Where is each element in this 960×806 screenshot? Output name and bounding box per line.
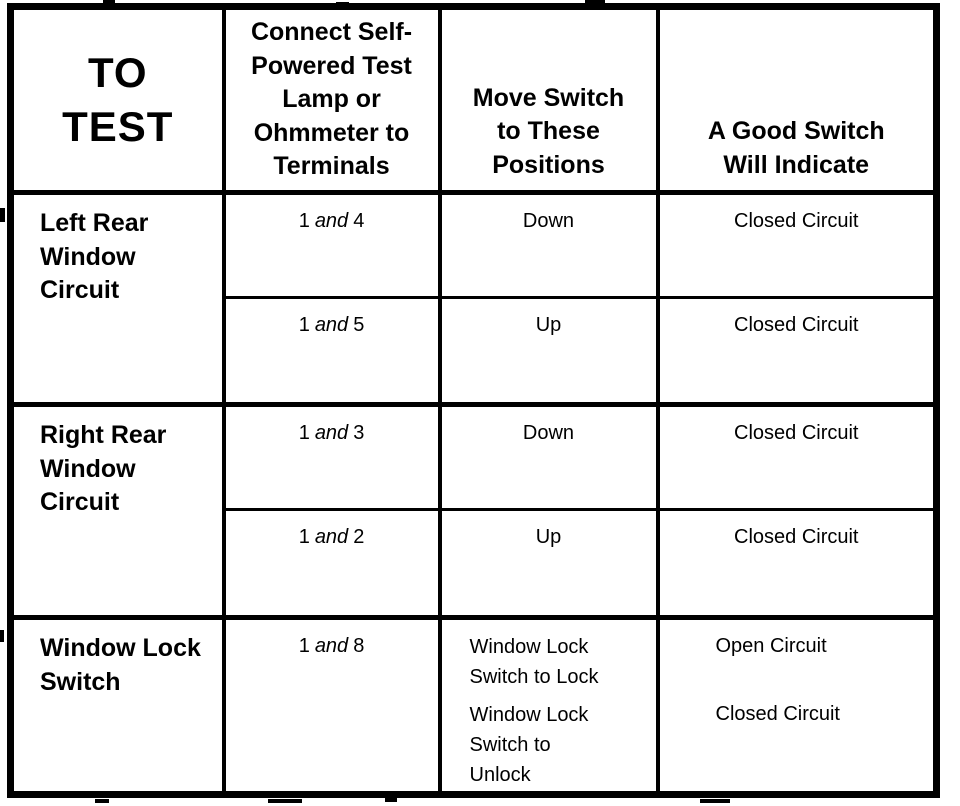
- terminal-a: 1: [298, 422, 310, 444]
- result-cell: Closed Circuit: [658, 510, 937, 618]
- terminal-b: 5: [353, 314, 365, 336]
- position-cell: Down: [440, 405, 658, 510]
- header-line: Terminals: [273, 152, 390, 181]
- terminal-b: 2: [353, 526, 365, 548]
- terminal-b: 3: [353, 422, 365, 444]
- conjunction: and: [314, 526, 349, 548]
- header-to-test: [11, 7, 224, 193]
- header-positions: [440, 7, 658, 193]
- terminals-cell: [224, 618, 440, 795]
- terminal-a: 1: [298, 210, 310, 232]
- scan-artifact: [700, 799, 730, 803]
- result-item: Closed Circuit: [715, 703, 840, 725]
- header-line: A Good Switch: [707, 117, 885, 145]
- position-line: Window Lock: [469, 636, 589, 658]
- scan-artifact: [0, 630, 4, 642]
- header-line: Ohmmeter to: [253, 118, 410, 147]
- conjunction: and: [314, 210, 349, 232]
- terminals-cell: [224, 193, 440, 298]
- terminals-cell: [224, 298, 440, 405]
- scan-artifact: [0, 208, 5, 222]
- position-cell: [440, 618, 658, 795]
- scan-artifact: [103, 0, 115, 6]
- label-line: Circuit: [40, 488, 120, 516]
- position-line: Switch to: [469, 734, 551, 756]
- scan-artifact: [336, 2, 349, 7]
- table-row: [11, 618, 937, 795]
- table-header-row: [11, 7, 937, 193]
- table-row: [11, 405, 937, 510]
- scan-artifact: [268, 799, 302, 803]
- position-line: Switch to Lock: [469, 666, 599, 688]
- result-cell: Closed Circuit: [658, 405, 937, 510]
- header-indicate: [658, 7, 937, 193]
- switch-test-table: [7, 3, 940, 798]
- scan-artifact: [585, 0, 605, 7]
- terminals-cell: [224, 405, 440, 510]
- scan-artifact: [872, 5, 886, 10]
- label-line: Window: [40, 454, 136, 483]
- row-label-right-rear-window: [11, 405, 224, 618]
- row-label-window-lock-switch: [11, 618, 224, 795]
- conjunction: and: [314, 635, 349, 657]
- result-cell: Closed Circuit: [658, 298, 937, 405]
- position-block-unlock: [470, 700, 656, 790]
- row-label-left-rear-window: [11, 193, 224, 405]
- result-cell: [658, 618, 937, 795]
- header-terminals: [224, 7, 440, 193]
- result-item: Open Circuit: [715, 635, 827, 657]
- position-cell: Down: [440, 193, 658, 298]
- conjunction: and: [314, 314, 349, 336]
- position-cell: Up: [440, 298, 658, 405]
- header-line: Positions: [492, 150, 605, 179]
- position-cell: Up: [440, 510, 658, 618]
- header-line: Lamp or: [282, 85, 381, 114]
- header-line: Will Indicate: [723, 150, 870, 179]
- terminal-a: 1: [298, 314, 310, 336]
- scan-artifact: [385, 797, 397, 802]
- terminal-b: 4: [353, 210, 365, 232]
- position-block-lock: [470, 632, 656, 692]
- terminal-a: 1: [298, 526, 310, 548]
- label-line: Circuit: [40, 276, 120, 304]
- position-line: Window Lock: [469, 704, 589, 726]
- label-line: Left Rear: [40, 209, 149, 237]
- position-line: Unlock: [469, 764, 531, 786]
- header-line: to These: [497, 117, 600, 145]
- table-row: [11, 193, 937, 298]
- scan-artifact: [95, 799, 109, 803]
- header-line: TO: [87, 49, 148, 97]
- label-line: Switch: [40, 667, 121, 696]
- label-line: Window: [40, 242, 136, 271]
- result-cell: Closed Circuit: [658, 193, 937, 298]
- terminal-a: 1: [298, 635, 310, 657]
- header-line: Powered Test: [251, 51, 412, 80]
- label-line: Right Rear: [40, 421, 167, 449]
- header-line: TEST: [62, 103, 174, 150]
- conjunction: and: [314, 422, 349, 444]
- label-line: Window Lock: [40, 634, 201, 662]
- header-line: Move Switch: [472, 83, 625, 112]
- terminal-b: 8: [353, 635, 365, 657]
- header-line: Connect Self-: [250, 18, 413, 47]
- terminals-cell: [224, 510, 440, 618]
